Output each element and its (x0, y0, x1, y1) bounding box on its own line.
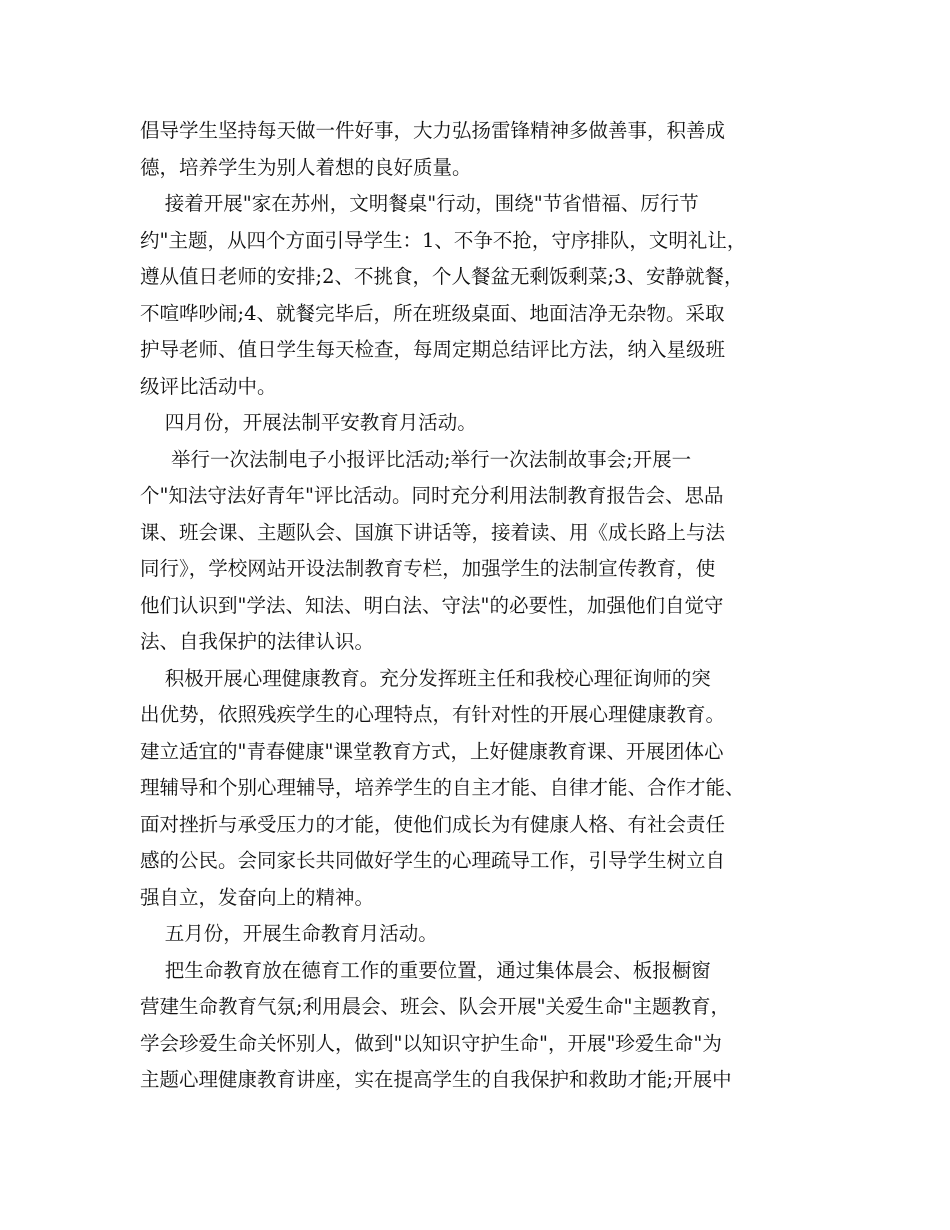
text-line: 感的公民。会同家长共同做好学生的心理疏导工作，引导学生树立自 (140, 849, 726, 872)
text-line: 德，培养学生为别人着想的良好质量。 (140, 155, 472, 179)
text-line: 不喧哗吵闹;4、就餐完毕后，所在班级桌面、地面洁净无杂物。采取 (140, 301, 725, 325)
text-line: 强自立，发奋向上的精神。 (140, 885, 375, 909)
text-line: 学会珍爱生命关怀别人，做到"以知识守护生命"，开展"珍爱生命"为 (140, 1031, 722, 1055)
text-line: 建立适宜的"青春健康"课堂教育方式，上好健康教育课、开展团体心 (140, 739, 724, 763)
text-line: 举行一次法制电子小报评比活动;举行一次法制故事会;开展一 (140, 447, 692, 471)
text-line: 他们认识到"学法、知法、明白法、守法"的必要性，加强他们自觉守 (140, 593, 724, 617)
text-line: 法、自我保护的法律认识。 (140, 630, 375, 653)
document-body (140, 113, 830, 1099)
text-line: 营建生命教育气氛;利用晨会、班会、队会开展"关爱生命"主题教育， (140, 995, 731, 1018)
text-line: 接着开展"家在苏州，文明餐桌"行动，围绕"节省惜福、厉行节 (140, 192, 699, 215)
text-line: 面对挫折与承受压力的才能，使他们成长为有健康人格、有社会责任 (140, 812, 726, 836)
text-line: 理辅导和个别心理辅导，培养学生的自主才能、自律才能、合作才能、 (140, 776, 745, 799)
text-line: 四月份，开展法制平安教育月活动。 (140, 411, 477, 434)
text-line: 课、班会课、主题队会、国旗下讲话等，接着读、用《成长路上与法 (140, 520, 726, 544)
text-line: 级评比活动中。 (140, 374, 277, 398)
text-line: 同行》，学校网站开设法制教育专栏，加强学生的法制宣传教育，使 (140, 557, 716, 580)
text-line: 个"知法守法好青年"评比活动。同时充分利用法制教育报告会、思品 (140, 484, 724, 507)
text-line: 五月份，开展生命教育月活动。 (140, 922, 438, 945)
text-line: 遵从值日老师的安排;2、不挑食，个人餐盆无剩饭剩菜;3、安静就餐， (140, 265, 744, 288)
text-line: 倡导学生坚持每天做一件好事，大力弘扬雷锋精神多做善事，积善成 (140, 119, 726, 142)
text-line: 把生命教育放在德育工作的重要位置，通过集体晨会、板报橱窗 (140, 958, 711, 982)
text-line: 出优势，依照残疾学生的心理特点，有针对性的开展心理健康教育。 (140, 703, 726, 726)
text-line: 护导老师、值日学生每天检查，每周定期总结评比方法，纳入星级班 (140, 338, 726, 361)
text-line: 约"主题，从四个方面引导学生：1、不争不抢，守序排队，文明礼让， (140, 228, 747, 252)
text-line: 积极开展心理健康教育。充分发挥班主任和我校心理征询师的突 (140, 666, 711, 690)
text-line: 主题心理健康教育讲座，实在提高学生的自我保护和救助才能;开展中 (140, 1068, 732, 1091)
